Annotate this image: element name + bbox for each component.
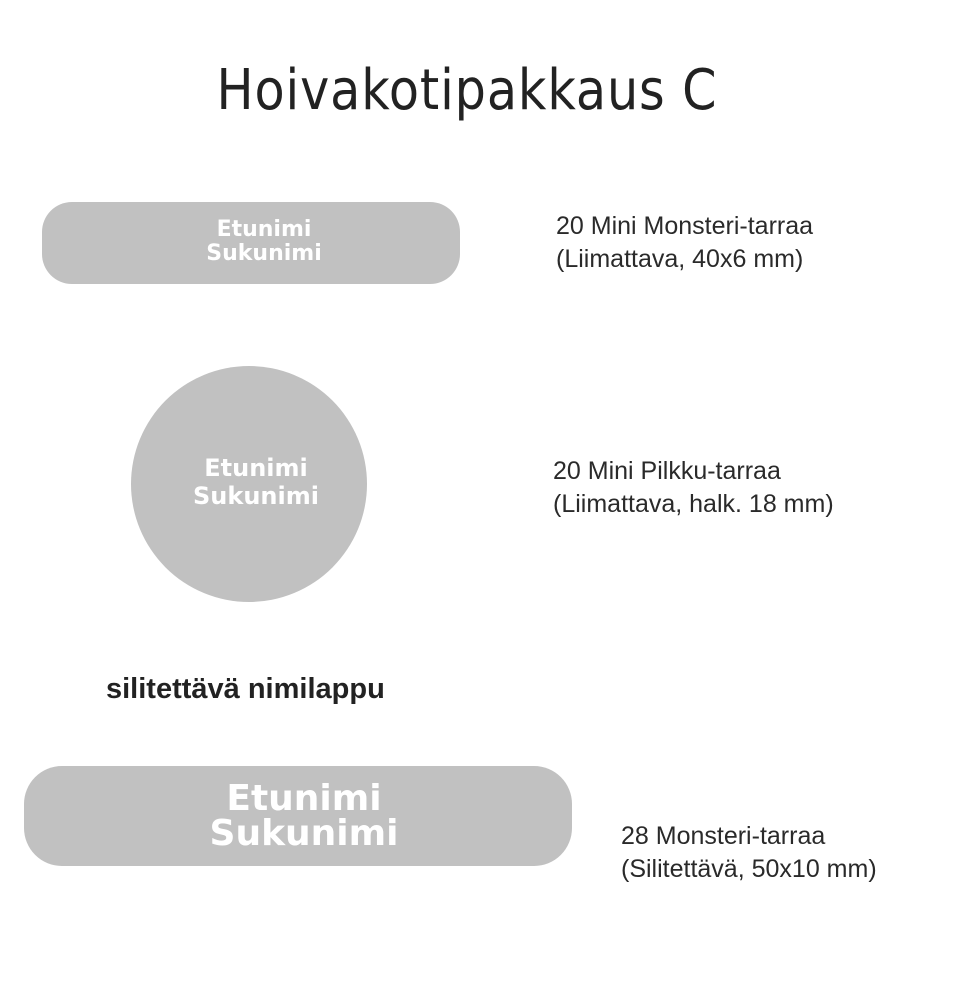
description-title: 20 Mini Monsteri-tarraa xyxy=(556,212,814,240)
last-name-placeholder: Sukunimi xyxy=(206,241,322,266)
first-name-placeholder: Etunimi xyxy=(204,454,308,482)
last-name-placeholder: Sukunimi xyxy=(193,482,319,510)
mini-pilkku-label-sample xyxy=(131,366,367,602)
section-heading: silitettävä nimilappu xyxy=(106,673,385,705)
description-title: 20 Mini Pilkku-tarraa xyxy=(553,457,781,485)
label-text xyxy=(209,778,399,854)
mini-pilkku-description xyxy=(553,455,834,521)
monsteri-iron-on-description xyxy=(621,820,877,886)
mini-monsteri-description xyxy=(556,210,813,276)
description-details: (Liimattava, halk. 18 mm) xyxy=(553,490,834,518)
description-title: 28 Monsteri-tarraa xyxy=(621,822,826,850)
first-name-placeholder: Etunimi xyxy=(226,778,382,819)
description-details: (Liimattava, 40x6 mm) xyxy=(556,245,804,273)
monsteri-iron-on-label-sample xyxy=(24,766,572,866)
page-title: Hoivakotipakkaus C xyxy=(216,58,718,123)
label-text xyxy=(193,454,319,510)
label-text xyxy=(206,218,321,266)
mini-monsteri-label-sample xyxy=(42,202,460,284)
description-details: (Silitettävä, 50x10 mm) xyxy=(621,855,877,883)
first-name-placeholder: Etunimi xyxy=(216,217,312,242)
last-name-placeholder: Sukunimi xyxy=(209,813,399,854)
